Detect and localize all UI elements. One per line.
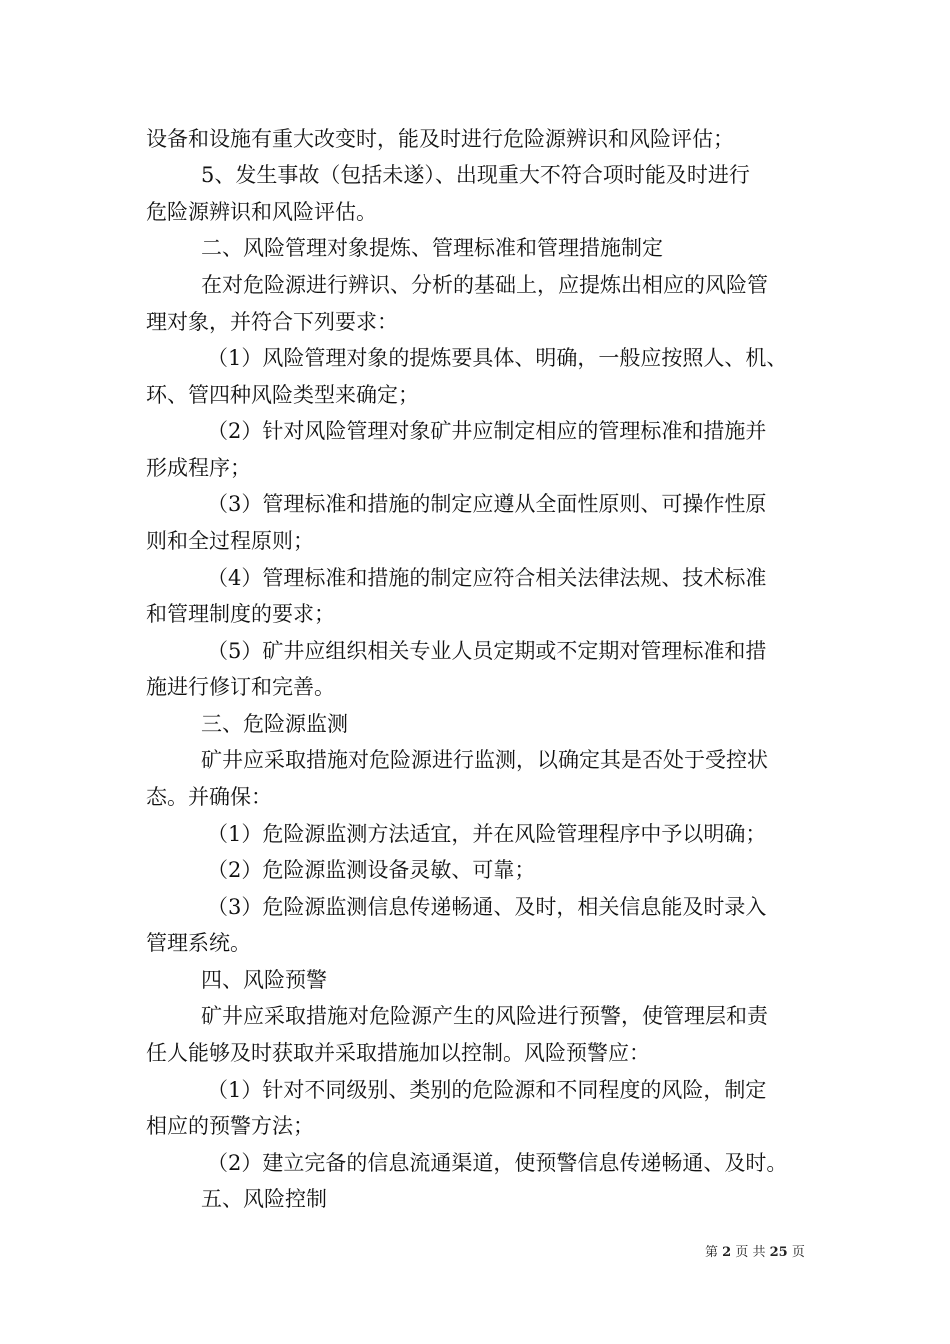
list-item: （1）风险管理对象的提炼要具体、明确，一般应按照人、机、 — [207, 346, 788, 370]
list-item: （3）管理标准和措施的制定应遵从全面性原则、可操作性原 — [207, 492, 767, 516]
section-heading: 三、危险源监测 — [201, 712, 348, 736]
text-line: 任人能够及时获取并采取措施加以控制。风险预警应： — [146, 1041, 650, 1065]
section-heading: 五、风险控制 — [201, 1187, 327, 1211]
list-item: （5）矿井应组织相关专业人员定期或不定期对管理标准和措 — [207, 639, 767, 663]
list-item: （1）针对不同级别、类别的危险源和不同程度的风险，制定 — [207, 1078, 767, 1102]
list-item: （4）管理标准和措施的制定应符合相关法律法规、技术标准 — [207, 566, 767, 590]
text-line: 则和全过程原则； — [146, 529, 314, 553]
section-heading: 四、风险预警 — [201, 968, 327, 992]
text-line: 形成程序； — [146, 456, 251, 480]
list-item: （3）危险源监测信息传递畅通、及时，相关信息能及时录入 — [207, 895, 767, 919]
text-line: 态。并确保： — [146, 785, 272, 809]
text-line: 设备和设施有重大改变时，能及时进行危险源辨识和风险评估； — [146, 127, 734, 151]
page-number: 2 — [722, 1245, 732, 1260]
total-pages: 25 — [769, 1245, 788, 1260]
text-line: 在对危险源进行辨识、分析的基础上，应提炼出相应的风险管 — [201, 273, 768, 297]
text-line: 5、发生事故（包括未遂）、出现重大不符合项时能及时进行 — [201, 163, 750, 187]
footer-prefix: 第 — [705, 1245, 719, 1260]
list-item: （2）建立完备的信息流通渠道，使预警信息传递畅通、及时。 — [207, 1151, 788, 1175]
text-line: 环、管四种风险类型来确定； — [146, 383, 419, 407]
text-line: 和管理制度的要求； — [146, 602, 335, 626]
list-item: （2）危险源监测设备灵敏、可靠； — [207, 858, 536, 882]
text-line: 矿井应采取措施对危险源产生的风险进行预警，使管理层和责 — [201, 1004, 768, 1028]
text-line: 相应的预警方法； — [146, 1114, 314, 1138]
list-item: （1）危险源监测方法适宜，并在风险管理程序中予以明确； — [207, 822, 767, 846]
text-line: 理对象，并符合下列要求： — [146, 310, 398, 334]
page-footer — [705, 1244, 805, 1262]
text-line: 矿井应采取措施对危险源进行监测，以确定其是否处于受控状 — [201, 748, 768, 772]
footer-suffix: 页 — [791, 1245, 805, 1260]
section-heading: 二、风险管理对象提炼、管理标准和管理措施制定 — [201, 236, 663, 260]
text-line: 施进行修订和完善。 — [146, 675, 335, 699]
footer-middle: 页 共 — [735, 1245, 766, 1260]
list-item: （2）针对风险管理对象矿井应制定相应的管理标准和措施并 — [207, 419, 767, 443]
text-line: 危险源辨识和风险评估。 — [146, 200, 377, 224]
text-line: 管理系统。 — [146, 931, 251, 955]
